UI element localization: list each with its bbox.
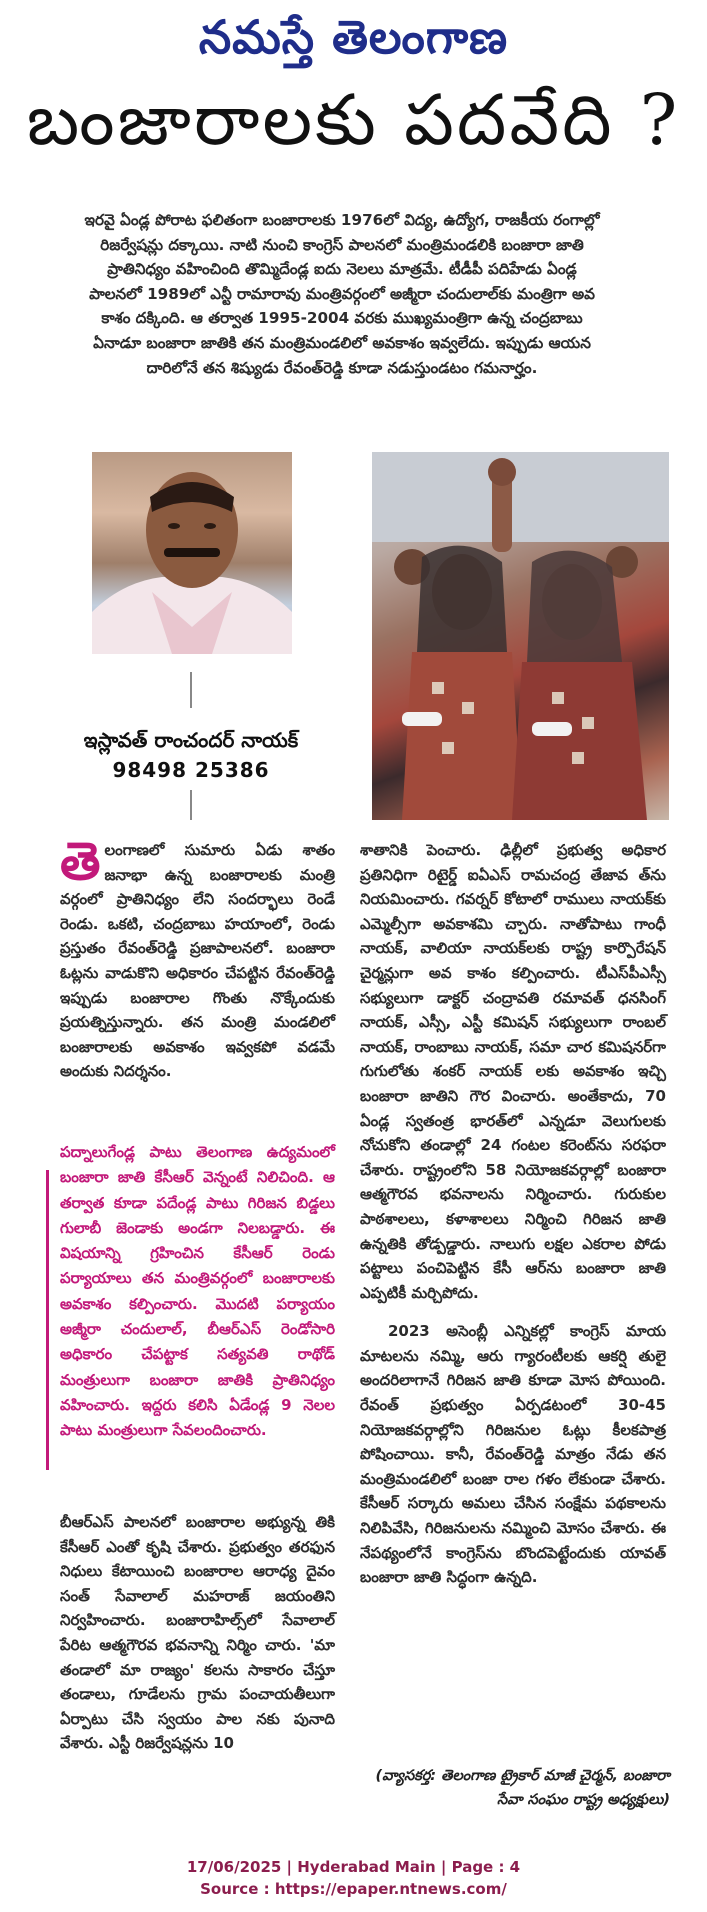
author-credit: (వ్యాసకర్త: తెలంగాణ ట్రైకార్ మాజీ చైర్మన్, బంజారా సేవా సంఘం రాష్ట్ర అధ్యక్షులు) (375, 1768, 670, 1808)
paragraph: బీఆర్‌ఎస్ పాలనలో బంజారాల అభ్యున్న తికి కేసీఆర్ ఎంతో కృషి చేశారు. ప్రభుత్వం తరఫున నిధులు కేటాయించి బంజారాల ఆరాధ్య దైవం సంత్ సేవాలాల్ మహరాజ్ జయంతిని నిర్వహించారు. బంజారాహిల్స్‌లో సేవాలాల్ పేరిట ఆత్మగౌరవ భవనాన్ని నిర్మిం చారు. 'మా తండాలో మా రాజ్యం' కలను సాకారం చేస్తూ తండాలు, గూడేలను గ్రామ పంచాయతీలుగా ఏర్పాటు చేసి స్వయం పాల నకు పునాది వేశారు. ఎస్టీ రిజర్వేషన్లను 10 (60, 1513, 335, 1753)
article-intro: ఇరవై ఏండ్ల పోరాట ఫలితంగా బంజారాలకు 1976లో విద్య, ఉద్యోగ, రాజకీయ రంగాల్లో రిజర్వేషన్లు దక్కాయి. నాటి నుంచి కాంగ్రెస్ పాలనలో మంత్రిమండలికి బంజారా జాతి ప్రాతినిధ్యం వహించింది తొమ్మిదేండ్ల ఐదు నెలలు మాత్రమే. టీడీపీ పదిహేడు ఏండ్ల పాలనలో 1989లో ఎన్టీ రామారావు మంత్రివర్గంలో అజ్మీరా చందులాల్‌కు మంత్రిగా అవ కాశం దక్కింది. ఆ తర్వాత 1995-2004 వరకు ముఖ్యమంత్రిగా ఉన్న చంద్రబాబు ఏనాడూ బంజారా జాతికి తన మంత్రిమండలిలో అవకాశం ఇవ్వలేదు. ఇప్పుడు ఆయన దారిలోనే తన శిష్యుడు రేవంత్‌రెడ్డి కూడా నడుస్తుండటం గమనార్హం. (84, 211, 600, 377)
article-column-left-top (60, 831, 335, 1084)
paragraph: శాతానికి పెంచారు. ఢిల్లీలో ప్రభుత్వ అధికార ప్రతినిధిగా రిటైర్డ్ ఐఏఎస్ రామచంద్ర తేజావ త్‌ను నియమించారు. గవర్నర్ కోటాలో రాములు నాయక్‌కు ఎమ్మెల్సీగా అవకాశమి చ్చారు. నాతోపాటు గాంధీ నాయక్, వాలియా నాయక్‌లకు రాష్ట్ర కార్పొరేషన్ చైర్మన్లుగా అవ కాశం కల్పించారు. టీఎస్‌పీఎస్సీ సభ్యులుగా డాక్టర్ చంద్రావతి రమావత్ ధనసింగ్ నాయక్, ఎస్సీ, ఎస్టీ కమిషన్ సభ్యులుగా రాంబల్ నాయక్, రాంబాబు నాయక్, సమా చార కమిషనర్‌గా గుగులోతు శంకర్ నాయక్ లకు అవకాశం ఇచ్చి బంజారా జాతిని గౌర వించారు. అంతేకాదు, 70 ఏండ్ల స్వతంత్ర భారత్‌లో ఎన్నడూ వెలుగులకు నోచుకోని తండాల్లో 24 గంటల కరెంట్‌ను సరఫరా చేశారు. రాష్ట్రంలోని 58 నియోజకవర్గాల్లో బంజారా ఆత్మగౌరవ భవనాలను నిర్మించారు. గురుకుల పాఠశాలలు, కళాశాలలు నిర్మించి గిరిజన జాతి ఉన్నతికి తోడ్పడ్డారు. నాలుగు లక్షల ఎకరాల పోడు పట్టాలు పంచిపెట్టిన కేసీ ఆర్‌ను బంజారా జాతి ఎప్పటికీ మర్చిపోదు. (360, 841, 666, 1302)
paragraph: లంగాణలో సుమారు ఏడు శాతం జనాభా ఉన్న బంజారాలకు మంత్రి వర్గంలో ప్రాతినిధ్యం లేని సందర్భాలు రెండే రెండు. ఒకటి, చంద్రబాబు హయాంలో, రెండు ప్రస్తుతం రేవంత్‌రెడ్డి ప్రజాపాలనలో. బంజారా ఓట్లను వాడుకొని అధికారం చేపట్టిన రేవంత్‌రెడ్డి ఇప్పుడు బంజారాల గొంతు నొక్కేందుకు ప్రయత్నిస్తున్నారు. తన మంత్రి మండలిలో బంజారాలకు అవకాశం ఇవ్వకపో వడమే అందుకు నిదర్శనం. (60, 841, 335, 1081)
author-photo (92, 452, 292, 654)
pull-quote: పద్నాలుగేండ్ల పాటు తెలంగాణ ఉద్యమంలో బంజారా జాతి కేసీఆర్ వెన్నంటే నిలిచింది. ఆ తర్వాత కూడా పదేండ్ల పాటు గిరిజన బిడ్డలు గులాబీ జెండాకు అండగా నిలబడ్డారు. ఈ విషయాన్ని గ్రహించిన కేసీఆర్ రెండు పర్యాయాలు తన మంత్రివర్గంలో బంజారాలకు అవకాశం కల్పించారు. మొదటి పర్యాయం అజ్మీరా చందులాల్, బీఆర్‌ఎస్ రెండోసారి అధికారం చేపట్టాక సత్యవతి రాథోడ్ మంత్రులుగా బంజారా జాతికి ప్రాతినిధ్యం వహించారు. ఇద్దరు కలిసి ఏడేండ్ల 9 నెలల పాటు మంత్రులుగా సేవలందించారు. (60, 1143, 335, 1440)
divider-line (190, 672, 192, 708)
banjara-women-photo (372, 452, 669, 820)
pull-quote-bar (46, 1170, 49, 1470)
footer-source-link[interactable]: Source : https://epaper.ntnews.com/ (200, 1880, 507, 1898)
divider-line (190, 790, 192, 820)
article-headline: బంజారాలకు పదవేది ? (26, 79, 681, 161)
paragraph: 2023 అసెంబ్లీ ఎన్నికల్లో కాంగ్రెస్ మాయ మాటలను నమ్మి, ఆరు గ్యారంటీలకు ఆకర్షి తులై అందరిలాగానే గిరిజన జాతి కూడా మోస పోయింది. రేవంత్ ప్రభుత్వం ఏర్పడటంలో 30-45 నియోజకవర్గాల్లోని గిరిజనుల ఓట్లు కీలకపాత్ర పోషించాయి. కానీ, రేవంత్‌రెడ్డి మాత్రం నేడు తన మంత్రిమండలిలో బంజా రాల గళం లేకుండా చేశారు. కేసీఆర్ సర్కారు అమలు చేసిన సంక్షేమ పథకాలను నిలిపివేసి, గిరిజనులను నమ్మించి మోసం చేశారు. ఈ నేపథ్యంలోనే కాంగ్రెస్‌ను బొందపెట్టేందుకు యావత్ బంజారా జాతి సిద్ధంగా ఉన్నది. (360, 1322, 666, 1587)
drop-cap: తె (60, 831, 101, 892)
author-name: ఇస్లావత్ రాంచందర్ నాయక్ (83, 728, 299, 752)
masthead-logo: నమస్తే తెలంగాణ (198, 10, 509, 64)
article-column-left-bottom (60, 1510, 335, 1756)
author-phone: 98498 25386 (112, 758, 270, 782)
article-column-right (360, 838, 666, 1590)
footer-dateline: 17/06/2025 | Hyderabad Main | Page : 4 (186, 1858, 521, 1876)
